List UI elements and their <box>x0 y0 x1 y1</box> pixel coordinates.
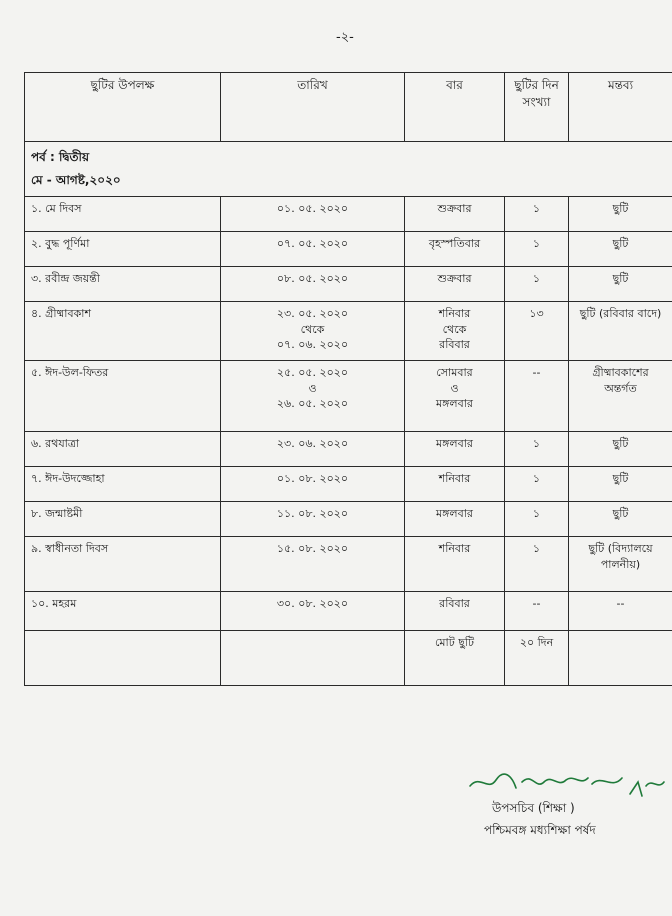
occasion-cell: ৯. স্বাধীনতা দিবস <box>25 536 221 591</box>
date-line: ২৬. ০৫. ২০২০ <box>276 397 349 411</box>
remark-cell <box>569 431 672 466</box>
section-title: পর্ব : দ্বিতীয় <box>31 150 90 164</box>
occasion-cell: ৬. রথযাত্রা <box>25 431 221 466</box>
occasion-cell: ২. বুদ্ধ পূর্ণিমা <box>25 231 221 266</box>
date-cell <box>221 466 405 501</box>
total-blank <box>569 630 672 685</box>
date-cell <box>221 360 405 431</box>
table-row <box>25 196 672 231</box>
date-cell <box>221 536 405 591</box>
day-line: বৃহস্পতিবার <box>428 236 481 250</box>
day-line: থেকে <box>442 322 467 336</box>
date-line: ০১. ০৮. ২০২০ <box>276 471 349 485</box>
count-cell: -- <box>505 360 569 431</box>
remark-line: ছুটি <box>612 236 629 250</box>
count-cell: ১ <box>505 196 569 231</box>
date-line: ০৮. ০৫. ২০২০ <box>276 271 349 285</box>
date-line: ০৭. ০৬. ২০২০ <box>276 338 349 352</box>
total-value: ২০ দিন <box>505 630 569 685</box>
day-cell <box>405 536 505 591</box>
date-cell <box>221 591 405 630</box>
count-cell: ১ <box>505 466 569 501</box>
header-date: তারিখ <box>221 73 405 142</box>
signatory-designation: উপসচিব (শিক্ষা ) <box>492 801 575 815</box>
occasion-cell: ৭. ঈদ-উদজ্জোহা <box>25 466 221 501</box>
day-cell <box>405 501 505 536</box>
count-cell: ১ <box>505 501 569 536</box>
date-line: ২৩. ০৫. ২০২০ <box>276 306 349 320</box>
day-line: মঙ্গলবার <box>436 506 473 520</box>
table-row <box>25 266 672 301</box>
date-cell <box>221 266 405 301</box>
total-label: মোট ছুটি <box>405 630 505 685</box>
day-line: শুক্রবার <box>437 271 472 285</box>
count-cell: ১ <box>505 536 569 591</box>
remark-line: ছুটি <box>612 436 629 450</box>
remark-cell <box>569 301 672 360</box>
day-cell <box>405 301 505 360</box>
occasion-cell: ৮. জন্মাষ্টমী <box>25 501 221 536</box>
remark-cell <box>569 466 672 501</box>
count-cell: ১ <box>505 266 569 301</box>
date-cell <box>221 231 405 266</box>
day-line: শনিবার <box>438 306 471 320</box>
date-line: ২৩. ০৬. ২০২০ <box>276 436 349 450</box>
occasion-cell: ৩. রবীন্দ্র জয়ন্তী <box>25 266 221 301</box>
day-line: শুক্রবার <box>437 201 472 215</box>
remark-cell <box>569 360 672 431</box>
remark-line: পালনীয়) <box>600 557 641 571</box>
remark-line: ছুটি (রবিবার বাদে) <box>579 306 662 320</box>
day-line: সোমবার <box>436 365 473 379</box>
header-occasion: ছুটির উপলক্ষ <box>25 73 221 142</box>
page-number: -২- <box>336 30 354 45</box>
day-line: ও <box>450 381 459 395</box>
date-line: ০৭. ০৫. ২০২০ <box>276 236 349 250</box>
remark-line: গ্রীষ্মাবকাশের <box>592 365 649 379</box>
remark-line: ছুটি <box>612 471 629 485</box>
table-row <box>25 360 672 431</box>
remark-cell <box>569 536 672 591</box>
date-line: ০১. ০৫. ২০২০ <box>276 201 349 215</box>
date-line: ১১. ০৮. ২০২০ <box>276 506 349 520</box>
occasion-cell: ৪. গ্রীষ্মাবকাশ <box>25 301 221 360</box>
remark-line: ছুটি <box>612 201 629 215</box>
table-row <box>25 301 672 360</box>
remark-line: -- <box>616 596 625 610</box>
header-count: ছুটির দিন সংখ্যা <box>505 73 569 142</box>
day-line: শনিবার <box>438 541 471 555</box>
day-line: রবিবার <box>439 596 470 610</box>
day-line: রবিবার <box>439 338 470 352</box>
remark-line: ছুটি <box>612 506 629 520</box>
day-cell <box>405 196 505 231</box>
remark-line: ছুটি <box>612 271 629 285</box>
day-line: শনিবার <box>438 471 471 485</box>
table-row <box>25 431 672 466</box>
table-row <box>25 536 672 591</box>
date-cell <box>221 196 405 231</box>
day-cell <box>405 360 505 431</box>
day-cell <box>405 431 505 466</box>
count-cell: ১ <box>505 431 569 466</box>
remark-cell <box>569 196 672 231</box>
remark-cell <box>569 591 672 630</box>
header-remark: মন্তব্য <box>569 73 672 142</box>
count-cell: ১৩ <box>505 301 569 360</box>
occasion-cell: ১. মে দিবস <box>25 196 221 231</box>
date-cell <box>221 501 405 536</box>
section-period: মে - আগষ্ট,২০২০ <box>31 172 121 187</box>
count-cell: -- <box>505 591 569 630</box>
table-header-row <box>25 73 672 142</box>
day-cell <box>405 466 505 501</box>
date-line: থেকে <box>300 322 325 336</box>
total-blank <box>221 630 405 685</box>
count-cell: ১ <box>505 231 569 266</box>
occasion-cell: ৫. ঈদ-উল-ফিতর <box>25 360 221 431</box>
total-blank <box>25 630 221 685</box>
table-row <box>25 231 672 266</box>
date-line: ২৫. ০৫. ২০২০ <box>276 365 349 379</box>
day-line: মঙ্গলবার <box>436 436 473 450</box>
date-line: ১৫. ০৮. ২০২০ <box>276 541 349 555</box>
occasion-cell: ১০. মহরম <box>25 591 221 630</box>
day-cell <box>405 231 505 266</box>
table-row <box>25 591 672 630</box>
day-cell <box>405 591 505 630</box>
date-cell <box>221 431 405 466</box>
signatory-office: পশ্চিমবঙ্গ মধ্যশিক্ষা পর্ষদ <box>484 823 596 837</box>
table-row <box>25 501 672 536</box>
day-cell <box>405 266 505 301</box>
table-row <box>25 466 672 501</box>
remark-cell <box>569 231 672 266</box>
remark-line: ছুটি (বিদ্যালয়ে <box>588 541 653 555</box>
holiday-table <box>24 72 672 686</box>
date-line: ৩০. ০৮. ২০২০ <box>276 596 349 610</box>
day-line: মঙ্গলবার <box>436 397 473 411</box>
header-day: বার <box>405 73 505 142</box>
total-row <box>25 630 672 685</box>
remark-line: অন্তর্গত <box>604 381 637 395</box>
date-line: ও <box>308 381 317 395</box>
remark-cell <box>569 266 672 301</box>
remark-cell <box>569 501 672 536</box>
date-cell <box>221 301 405 360</box>
section-row <box>25 142 672 197</box>
